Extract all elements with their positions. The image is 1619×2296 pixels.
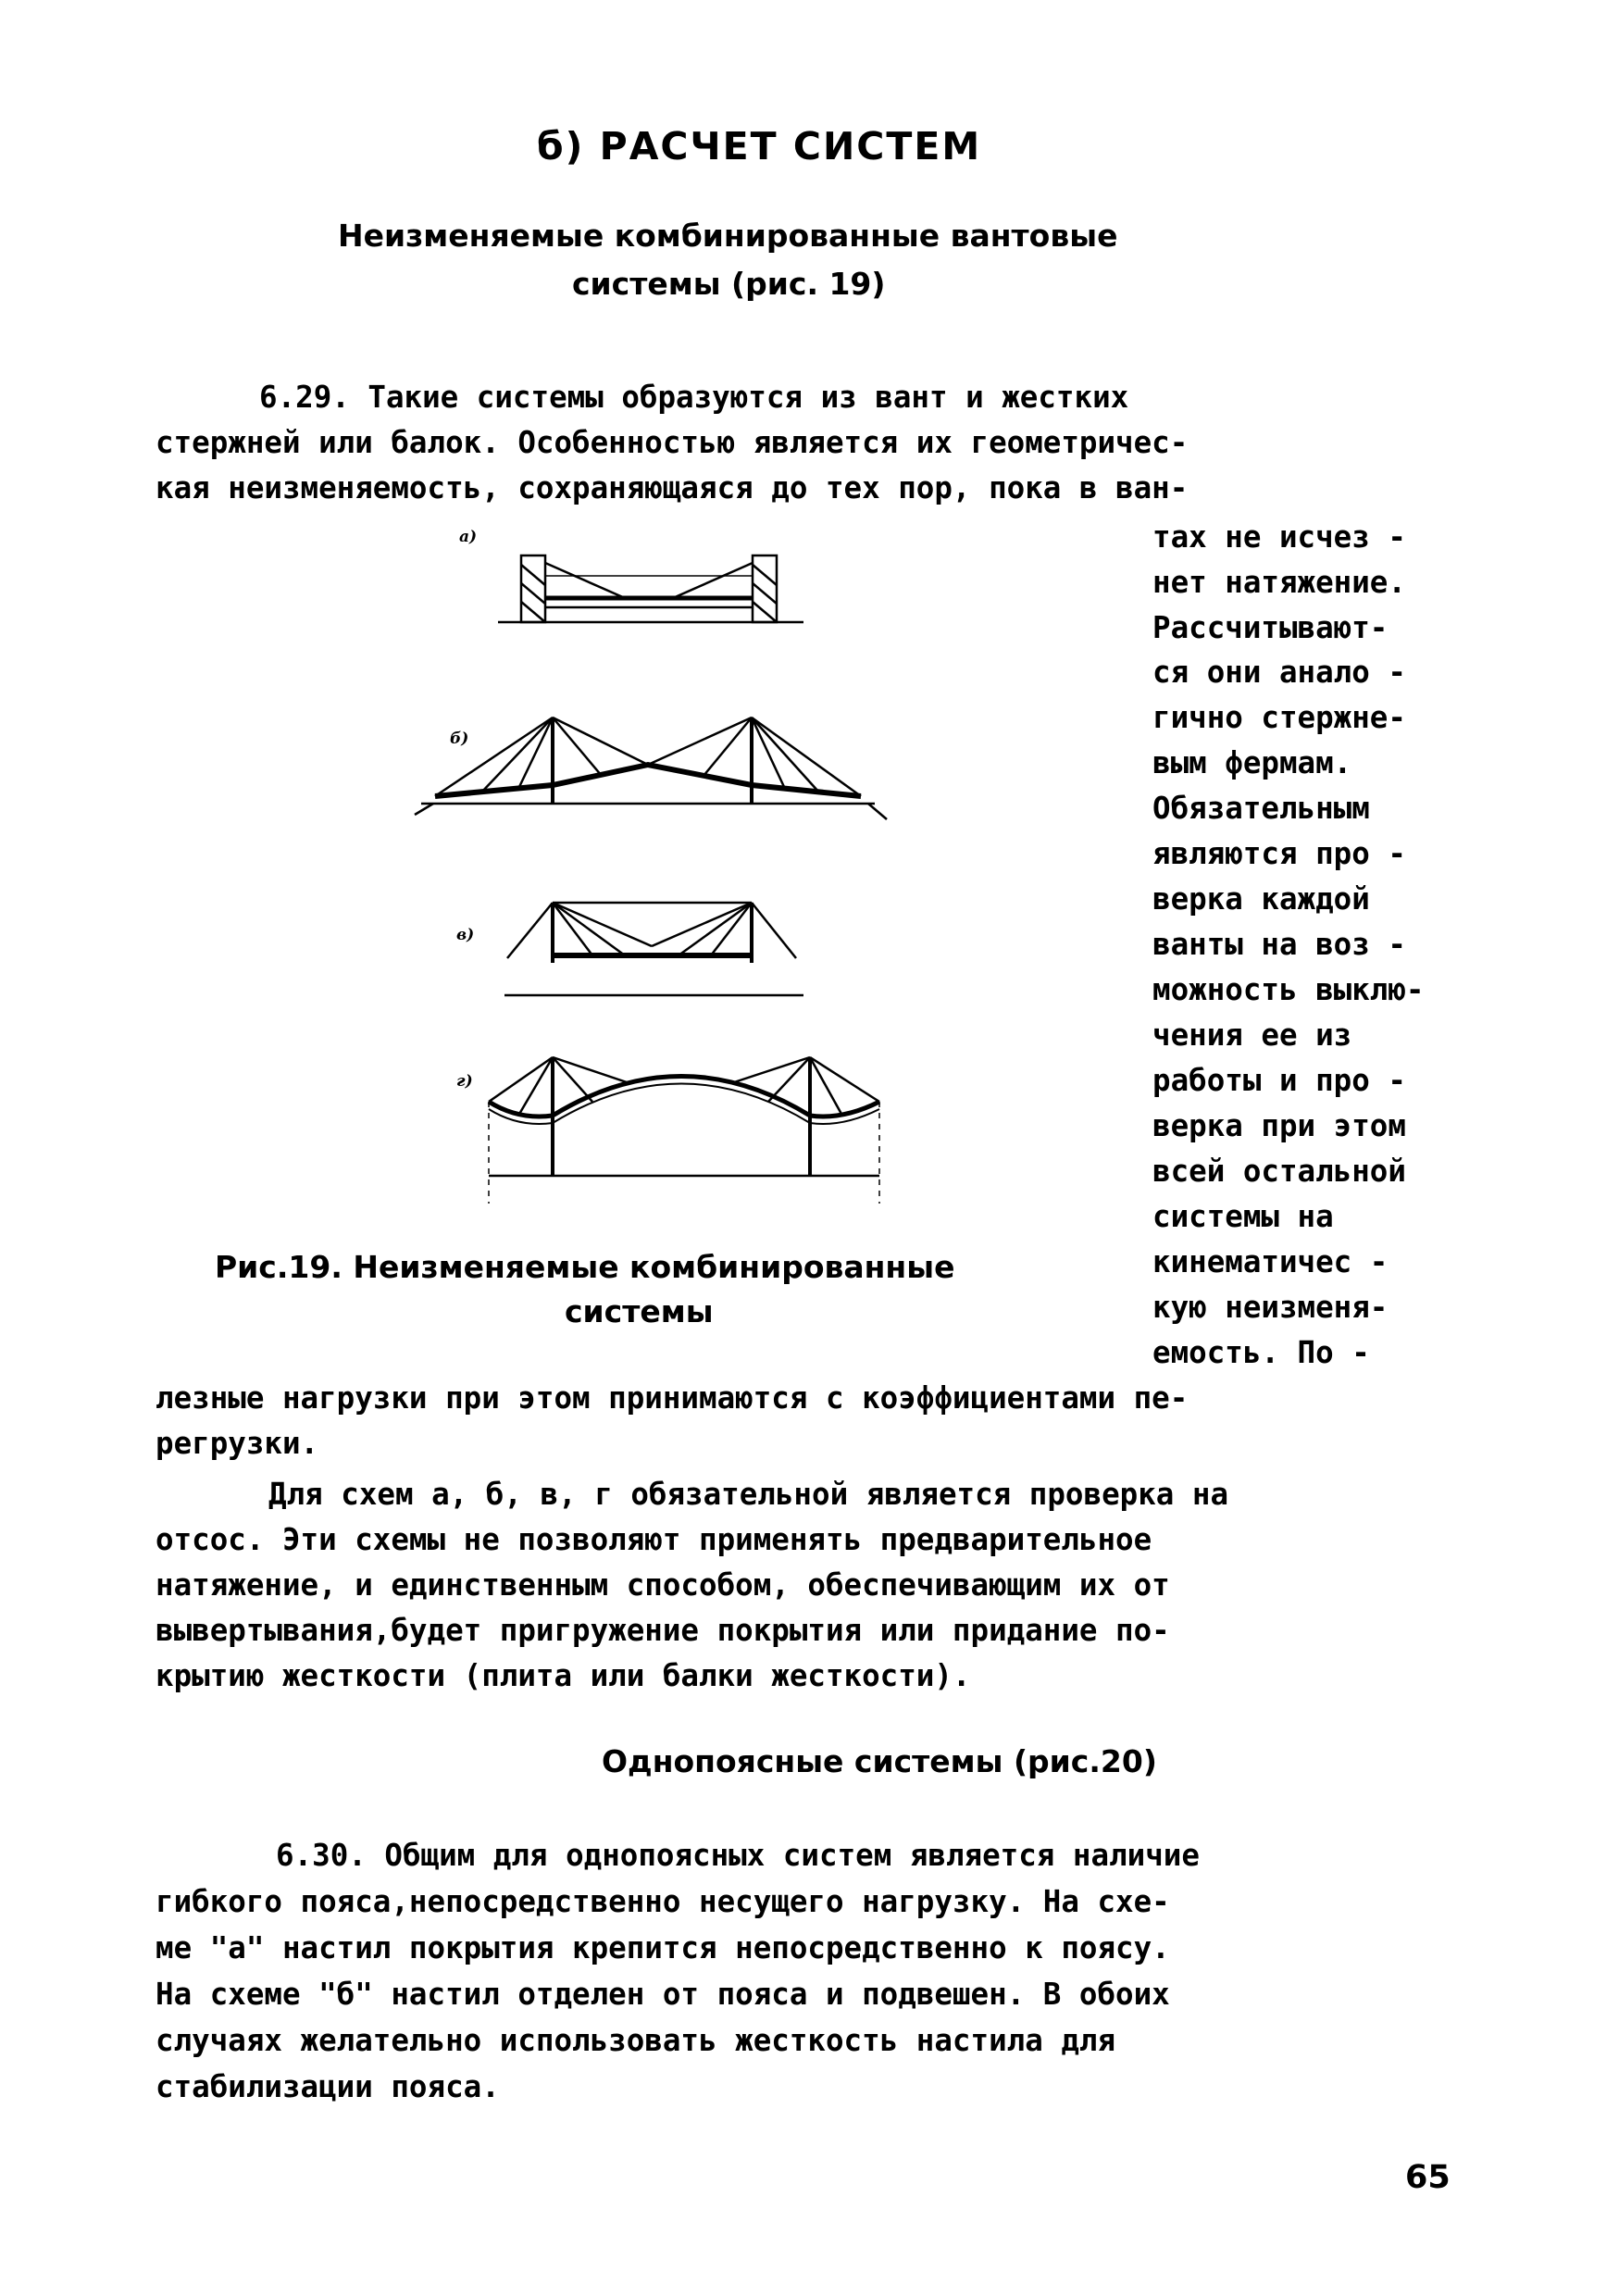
paragraph-line: гибкого пояса,непосредственно несущего нагрузку. На схе- [156, 1884, 1170, 1919]
side-column-line: ванты на воз - [1152, 927, 1406, 962]
side-column-line: верка каждой [1152, 881, 1370, 917]
paragraph-line: На схеме "б" настил отделен от пояса и подвешен. В обоих [156, 1977, 1170, 2012]
subsection-title-line1: Неизменяемые комбинированные вантовые [338, 218, 1118, 254]
paragraph-line: стержней или балок. Особенностью является их геометричес- [156, 425, 1189, 460]
side-column-line: кую неизменя- [1152, 1290, 1389, 1325]
scheme-label-a: а) [459, 528, 478, 546]
side-column-line: вым фермам. [1152, 745, 1352, 780]
side-column-line: являются про - [1152, 836, 1406, 871]
scheme-label-b: б) [450, 730, 469, 748]
paragraph-line: лезные нагрузки при этом принимаются с коэффициентами пе- [156, 1380, 1189, 1416]
page-number: 65 [1405, 2159, 1451, 2196]
side-column-line: кинематичес - [1152, 1244, 1389, 1279]
side-column-line: тах не исчез - [1152, 519, 1406, 555]
paragraph-line: случаях желательно использовать жесткость настила для [156, 2023, 1116, 2058]
paragraph-line: стабилизации пояса. [156, 2069, 500, 2104]
side-column-line: можность выклю- [1152, 972, 1425, 1007]
paragraph-line: натяжение, и единственным способом, обеспечивающим их от [156, 1567, 1170, 1603]
paragraph-line: вывертывания,будет пригружение покрытия или придание по- [156, 1613, 1170, 1648]
side-column-line: нет натяжение. [1152, 565, 1406, 600]
side-column-line: ся они анало - [1152, 655, 1406, 690]
scheme-v-drawing [504, 903, 803, 995]
paragraph-line: ме "а" настил покрытия крепится непосредственно к поясу. [156, 1930, 1170, 1965]
side-column-line: Обязательным [1152, 791, 1370, 826]
side-column-line: всей остальной [1152, 1154, 1406, 1189]
side-column-line: чения ее из [1152, 1017, 1352, 1053]
paragraph-line: кая неизменяемость, сохраняющаяся до тех пор, пока в ван- [156, 470, 1189, 505]
paragraph-line: крытию жесткости (плита или балки жесткости). [156, 1658, 971, 1693]
side-column-line: системы на [1152, 1199, 1334, 1234]
scheme-a-drawing [498, 555, 803, 622]
paragraph-line: отсос. Эти схемы не позволяют применять предварительное [156, 1522, 1152, 1557]
scheme-label-v: в) [456, 926, 475, 944]
section-title: б) РАСЧЕТ СИСТЕМ [537, 124, 982, 168]
figure-caption-line1: Рис.19. Неизменяемые комбинированные [215, 1249, 955, 1285]
subsection-title-2: Однопоясные системы (рис.20) [602, 1743, 1157, 1779]
side-column-line: верка при этом [1152, 1108, 1406, 1143]
paragraph-line: 6.30. Общим для однопоясных систем является наличие [276, 1838, 1200, 1873]
side-column-line: гично стержне- [1152, 700, 1406, 735]
scheme-b-drawing [415, 718, 887, 819]
paragraph-line: Для схем а, б, в, г обязательной является проверка на [268, 1477, 1229, 1512]
side-column-line: емость. По - [1152, 1335, 1370, 1370]
paragraph-line: регрузки. [156, 1426, 319, 1461]
side-column-line: Рассчитывают- [1152, 610, 1389, 645]
paragraph-line: 6.29. Такие системы образуются из вант и жестких [259, 380, 1129, 415]
side-column-line: работы и про - [1152, 1063, 1406, 1098]
scheme-g-drawing [489, 1057, 879, 1204]
subsection-title-line2: системы (рис. 19) [572, 266, 886, 302]
figure-caption-line2: системы [565, 1293, 714, 1329]
scheme-label-g: г) [456, 1072, 473, 1091]
